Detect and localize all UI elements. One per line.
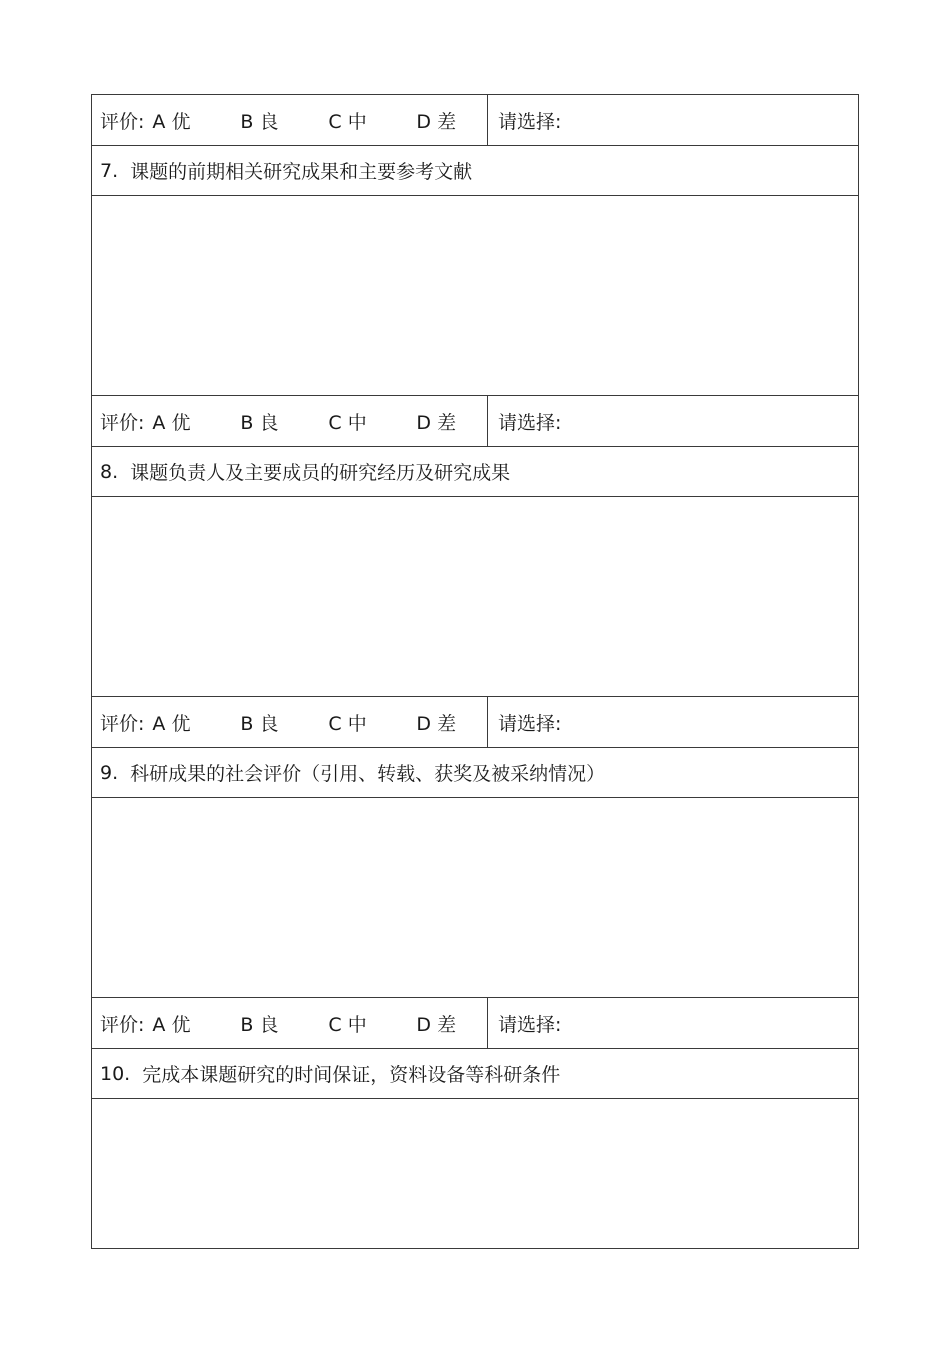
- select-label: 请选择:: [498, 712, 562, 735]
- section-content-10[interactable]: [92, 1099, 858, 1248]
- rating-options: [92, 697, 488, 747]
- select-field[interactable]: [488, 998, 858, 1048]
- option-a[interactable]: A 优: [152, 411, 191, 434]
- section-number: 7.: [100, 159, 119, 182]
- select-field[interactable]: [488, 95, 858, 145]
- option-b[interactable]: B 良: [240, 411, 279, 434]
- section-title: 课题的前期相关研究成果和主要参考文献: [130, 161, 473, 183]
- option-d[interactable]: D 差: [416, 110, 457, 133]
- rating-label: 评价:: [100, 1013, 145, 1036]
- section-number: 9.: [100, 761, 119, 784]
- option-c[interactable]: C 中: [328, 1013, 367, 1036]
- option-c[interactable]: C 中: [328, 712, 367, 735]
- select-label: 请选择:: [498, 411, 562, 434]
- section-header-9: [92, 748, 858, 798]
- rating-options: [92, 998, 488, 1048]
- section-header-8: [92, 447, 858, 497]
- select-label: 请选择:: [498, 1013, 562, 1036]
- section-content-7[interactable]: [92, 196, 858, 396]
- rating-label: 评价:: [100, 712, 145, 735]
- rating-options: [92, 95, 488, 145]
- option-b[interactable]: B 良: [240, 110, 279, 133]
- option-a[interactable]: A 优: [152, 712, 191, 735]
- rating-row: [92, 998, 858, 1049]
- evaluation-form: [91, 94, 859, 1249]
- select-field[interactable]: [488, 697, 858, 747]
- option-b[interactable]: B 良: [240, 712, 279, 735]
- rating-options: [92, 396, 488, 446]
- rating-row: [92, 95, 858, 146]
- section-content-8[interactable]: [92, 497, 858, 697]
- rating-row: [92, 697, 858, 748]
- option-d[interactable]: D 差: [416, 411, 457, 434]
- rating-row: [92, 396, 858, 447]
- option-d[interactable]: D 差: [416, 1013, 457, 1036]
- section-number: 10.: [100, 1062, 131, 1085]
- select-label: 请选择:: [498, 110, 562, 133]
- rating-label: 评价:: [100, 411, 145, 434]
- section-header-10: [92, 1049, 858, 1099]
- option-c[interactable]: C 中: [328, 411, 367, 434]
- section-title: 课题负责人及主要成员的研究经历及研究成果: [130, 462, 511, 484]
- section-title: 完成本课题研究的时间保证，资料设备等科研条件: [142, 1064, 561, 1086]
- option-c[interactable]: C 中: [328, 110, 367, 133]
- rating-label: 评价:: [100, 110, 145, 133]
- section-number: 8.: [100, 460, 119, 483]
- select-field[interactable]: [488, 396, 858, 446]
- option-a[interactable]: A 优: [152, 110, 191, 133]
- option-a[interactable]: A 优: [152, 1013, 191, 1036]
- section-content-9[interactable]: [92, 798, 858, 998]
- option-b[interactable]: B 良: [240, 1013, 279, 1036]
- section-title: 科研成果的社会评价（引用、转载、获奖及被采纳情况）: [130, 763, 606, 785]
- option-d[interactable]: D 差: [416, 712, 457, 735]
- section-header-7: [92, 146, 858, 196]
